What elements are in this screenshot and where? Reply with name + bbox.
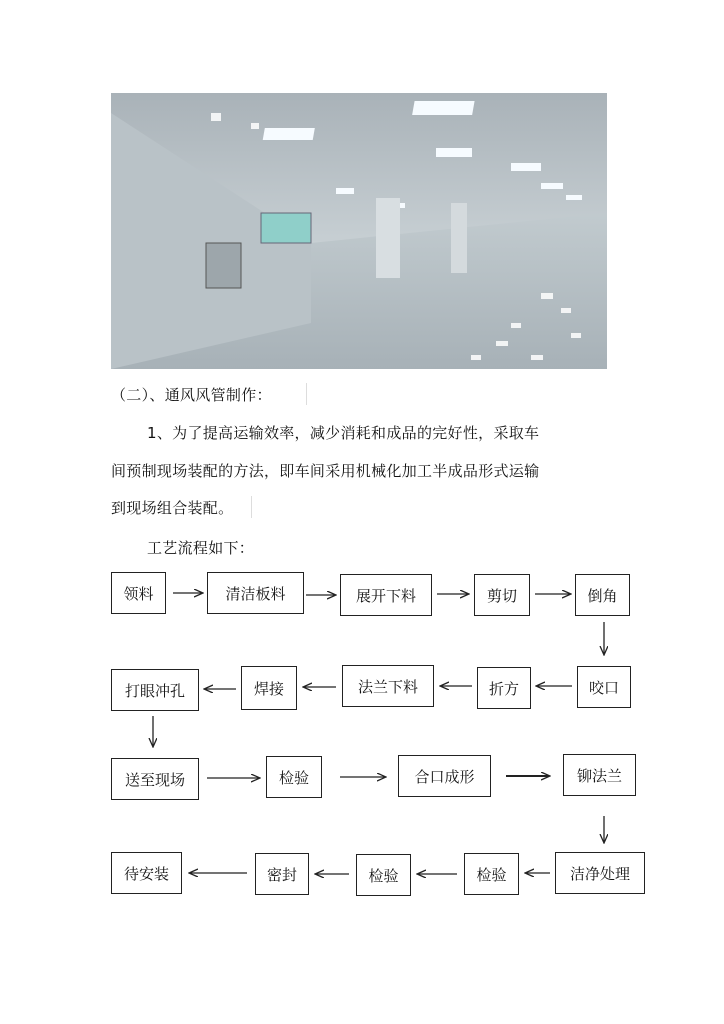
step-box-16: 检验: [464, 853, 519, 895]
section-heading: （二）、通风风管制作：: [111, 386, 272, 404]
step-box-2: 清洁板料: [207, 572, 304, 614]
step-box-1: 领料: [111, 572, 166, 614]
step-box-8: 法兰下料: [342, 665, 434, 707]
step-box-19: 待安装: [111, 852, 182, 894]
step-box-13: 合口成形: [398, 755, 491, 797]
step-box-3: 展开下料: [340, 574, 432, 616]
step-box-11: 送至现场: [111, 758, 199, 800]
step-box-9: 焊接: [241, 666, 297, 710]
step-box-15: 洁净处理: [555, 852, 645, 894]
step-box-17: 检验: [356, 854, 411, 896]
step-box-14: 铆法兰: [563, 754, 636, 796]
step-box-18: 密封: [255, 853, 309, 895]
step-box-6: 咬口: [577, 666, 631, 708]
step-box-12: 检验: [266, 756, 322, 798]
paragraph-line-3: 到现场组合装配。: [111, 499, 234, 517]
step-box-4: 剪切: [474, 574, 530, 616]
step-box-5: 倒角: [575, 574, 630, 616]
step-box-7: 折方: [477, 667, 531, 709]
paragraph-line-2: 间预制现场装配的方法，即车间采用机械化加工半成品形式运输: [111, 462, 540, 480]
paragraph-line-1: 1、为了提高运输效率，减少消耗和成品的完好性，采取车: [147, 424, 540, 442]
flow-intro: 工艺流程如下：: [147, 539, 255, 557]
step-box-10: 打眼冲孔: [111, 669, 199, 711]
